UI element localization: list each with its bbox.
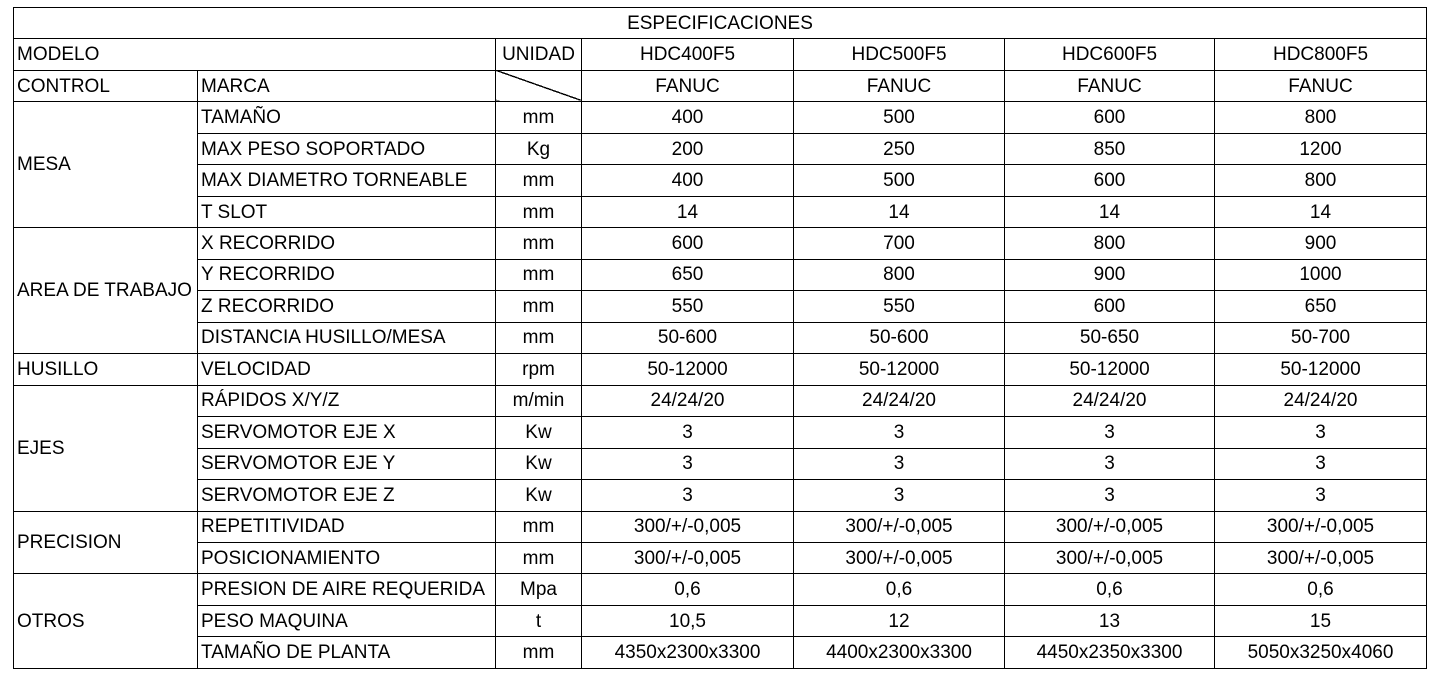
diagonal-empty-unit-cell xyxy=(496,70,582,101)
model-header-hdc600f5: HDC600F5 xyxy=(1005,39,1215,70)
spec-value: 700 xyxy=(794,228,1005,259)
spec-value: 0,6 xyxy=(582,574,794,605)
spec-unit: mm xyxy=(496,102,582,133)
spec-value: 50-600 xyxy=(582,322,794,353)
spec-value: 12 xyxy=(794,605,1005,636)
spec-value: 800 xyxy=(1215,165,1427,196)
spec-value: FANUC xyxy=(794,70,1005,101)
spec-value: 50-12000 xyxy=(1005,354,1215,385)
spec-value: 900 xyxy=(1215,228,1427,259)
spec-row xyxy=(14,259,1427,290)
spec-label: RÁPIDOS X/Y/Z xyxy=(198,385,496,416)
spec-value: 300/+/-0,005 xyxy=(582,511,794,542)
spec-value: 14 xyxy=(1215,196,1427,227)
group-label: HUSILLO xyxy=(14,354,198,385)
spec-value: 600 xyxy=(1005,102,1215,133)
spec-label: POSICIONAMIENTO xyxy=(198,542,496,573)
spec-value: FANUC xyxy=(582,70,794,101)
specifications-table xyxy=(13,7,1427,669)
group-label: EJES xyxy=(14,385,198,511)
spec-label: SERVOMOTOR EJE Y xyxy=(198,448,496,479)
spec-unit: mm xyxy=(496,165,582,196)
spec-value: 3 xyxy=(794,480,1005,511)
spec-value: 24/24/20 xyxy=(1005,385,1215,416)
spec-value: 300/+/-0,005 xyxy=(1215,542,1427,573)
spec-value: 550 xyxy=(582,291,794,322)
spec-label: MARCA xyxy=(198,70,496,101)
spec-value: 24/24/20 xyxy=(794,385,1005,416)
spec-value: 400 xyxy=(582,102,794,133)
spec-value: 3 xyxy=(794,417,1005,448)
spec-label: REPETITIVIDAD xyxy=(198,511,496,542)
spec-row xyxy=(14,102,1427,133)
spec-unit: mm xyxy=(496,196,582,227)
spec-value: 200 xyxy=(582,133,794,164)
spec-unit: m/min xyxy=(496,385,582,416)
spec-value: 600 xyxy=(582,228,794,259)
spec-value: 250 xyxy=(794,133,1005,164)
spec-value: 4450x2350x3300 xyxy=(1005,637,1215,668)
title-row xyxy=(14,8,1427,39)
spec-value: 300/+/-0,005 xyxy=(794,542,1005,573)
spec-unit: mm xyxy=(496,228,582,259)
spec-value: FANUC xyxy=(1005,70,1215,101)
spec-value: 13 xyxy=(1005,605,1215,636)
spec-label: SERVOMOTOR EJE X xyxy=(198,417,496,448)
spec-value: 50-12000 xyxy=(794,354,1005,385)
spec-value: 50-650 xyxy=(1005,322,1215,353)
spec-row xyxy=(14,417,1427,448)
spec-value: 15 xyxy=(1215,605,1427,636)
spec-value: 3 xyxy=(1215,480,1427,511)
spec-value: 900 xyxy=(1005,259,1215,290)
spec-row xyxy=(14,605,1427,636)
spec-value: 24/24/20 xyxy=(1215,385,1427,416)
spec-value: 400 xyxy=(582,165,794,196)
spec-value: 3 xyxy=(582,417,794,448)
spec-row xyxy=(14,511,1427,542)
spec-label: TAMAÑO DE PLANTA xyxy=(198,637,496,668)
model-header-hdc800f5: HDC800F5 xyxy=(1215,39,1427,70)
spec-value: 600 xyxy=(1005,165,1215,196)
model-header-row xyxy=(14,39,1427,70)
spec-value: 3 xyxy=(1005,448,1215,479)
spec-value: 0,6 xyxy=(794,574,1005,605)
spec-row xyxy=(14,133,1427,164)
spec-unit: Kg xyxy=(496,133,582,164)
spec-value: 3 xyxy=(1215,417,1427,448)
group-label: CONTROL xyxy=(14,70,198,101)
spec-row xyxy=(14,480,1427,511)
spec-unit: t xyxy=(496,605,582,636)
spec-value: 650 xyxy=(1215,291,1427,322)
spec-label: SERVOMOTOR EJE Z xyxy=(198,480,496,511)
spec-row xyxy=(14,165,1427,196)
spec-label: TAMAÑO xyxy=(198,102,496,133)
spec-value: 300/+/-0,005 xyxy=(1005,511,1215,542)
spec-row xyxy=(14,70,1427,101)
spec-value: 3 xyxy=(1215,448,1427,479)
spec-value: 300/+/-0,005 xyxy=(582,542,794,573)
group-label: PRECISION xyxy=(14,511,198,574)
spec-row xyxy=(14,542,1427,573)
spec-value: 0,6 xyxy=(1215,574,1427,605)
spec-unit: Kw xyxy=(496,480,582,511)
table-title: ESPECIFICACIONES xyxy=(14,8,1427,39)
spec-value: 3 xyxy=(582,480,794,511)
spec-value: 800 xyxy=(1005,228,1215,259)
spec-value: 3 xyxy=(1005,480,1215,511)
unidad-header: UNIDAD xyxy=(496,39,582,70)
spec-label: Z RECORRIDO xyxy=(198,291,496,322)
spec-value: 50-12000 xyxy=(1215,354,1427,385)
spec-value: 300/+/-0,005 xyxy=(794,511,1005,542)
group-label: MESA xyxy=(14,102,198,228)
spec-row xyxy=(14,574,1427,605)
spec-value: 850 xyxy=(1005,133,1215,164)
spec-value: 50-600 xyxy=(794,322,1005,353)
spec-label: Y RECORRIDO xyxy=(198,259,496,290)
spec-value: 800 xyxy=(794,259,1005,290)
spec-value: 50-700 xyxy=(1215,322,1427,353)
spec-row xyxy=(14,291,1427,322)
spec-label: MAX PESO SOPORTADO xyxy=(198,133,496,164)
spec-value: 300/+/-0,005 xyxy=(1005,542,1215,573)
spec-unit: mm xyxy=(496,322,582,353)
spec-row xyxy=(14,196,1427,227)
spec-unit: mm xyxy=(496,291,582,322)
spec-value: 14 xyxy=(794,196,1005,227)
spec-unit: mm xyxy=(496,259,582,290)
spec-label: T SLOT xyxy=(198,196,496,227)
spec-value: 0,6 xyxy=(1005,574,1215,605)
spec-value: 500 xyxy=(794,102,1005,133)
spec-value: 3 xyxy=(794,448,1005,479)
spec-value: 600 xyxy=(1005,291,1215,322)
spec-unit: mm xyxy=(496,637,582,668)
modelo-header: MODELO xyxy=(14,39,496,70)
spec-label: VELOCIDAD xyxy=(198,354,496,385)
spec-value: 4350x2300x3300 xyxy=(582,637,794,668)
spec-value: 3 xyxy=(1005,417,1215,448)
model-header-hdc400f5: HDC400F5 xyxy=(582,39,794,70)
spec-row xyxy=(14,354,1427,385)
spec-unit: Kw xyxy=(496,417,582,448)
spec-label: MAX DIAMETRO TORNEABLE xyxy=(198,165,496,196)
spec-unit: Mpa xyxy=(496,574,582,605)
spec-value: 650 xyxy=(582,259,794,290)
spec-unit: mm xyxy=(496,511,582,542)
spec-value: 14 xyxy=(582,196,794,227)
spec-value: 550 xyxy=(794,291,1005,322)
spec-value: FANUC xyxy=(1215,70,1427,101)
spec-value: 500 xyxy=(794,165,1005,196)
group-label: OTROS xyxy=(14,574,198,668)
spec-label: X RECORRIDO xyxy=(198,228,496,259)
model-header-hdc500f5: HDC500F5 xyxy=(794,39,1005,70)
spec-unit: rpm xyxy=(496,354,582,385)
spec-label: PRESION DE AIRE REQUERIDA xyxy=(198,574,496,605)
spec-row xyxy=(14,448,1427,479)
spec-value: 3 xyxy=(582,448,794,479)
spec-row xyxy=(14,228,1427,259)
spec-value: 50-12000 xyxy=(582,354,794,385)
spec-value: 1000 xyxy=(1215,259,1427,290)
spec-row xyxy=(14,385,1427,416)
spec-value: 800 xyxy=(1215,102,1427,133)
spec-value: 1200 xyxy=(1215,133,1427,164)
spec-value: 10,5 xyxy=(582,605,794,636)
spec-value: 4400x2300x3300 xyxy=(794,637,1005,668)
spec-unit: Kw xyxy=(496,448,582,479)
spec-value: 14 xyxy=(1005,196,1215,227)
spec-row xyxy=(14,637,1427,668)
spec-unit: mm xyxy=(496,542,582,573)
spec-label: PESO MAQUINA xyxy=(198,605,496,636)
group-label: AREA DE TRABAJO xyxy=(14,228,198,354)
spec-label: DISTANCIA HUSILLO/MESA xyxy=(198,322,496,353)
spec-value: 5050x3250x4060 xyxy=(1215,637,1427,668)
spec-value: 24/24/20 xyxy=(582,385,794,416)
spec-row xyxy=(14,322,1427,353)
spec-value: 300/+/-0,005 xyxy=(1215,511,1427,542)
